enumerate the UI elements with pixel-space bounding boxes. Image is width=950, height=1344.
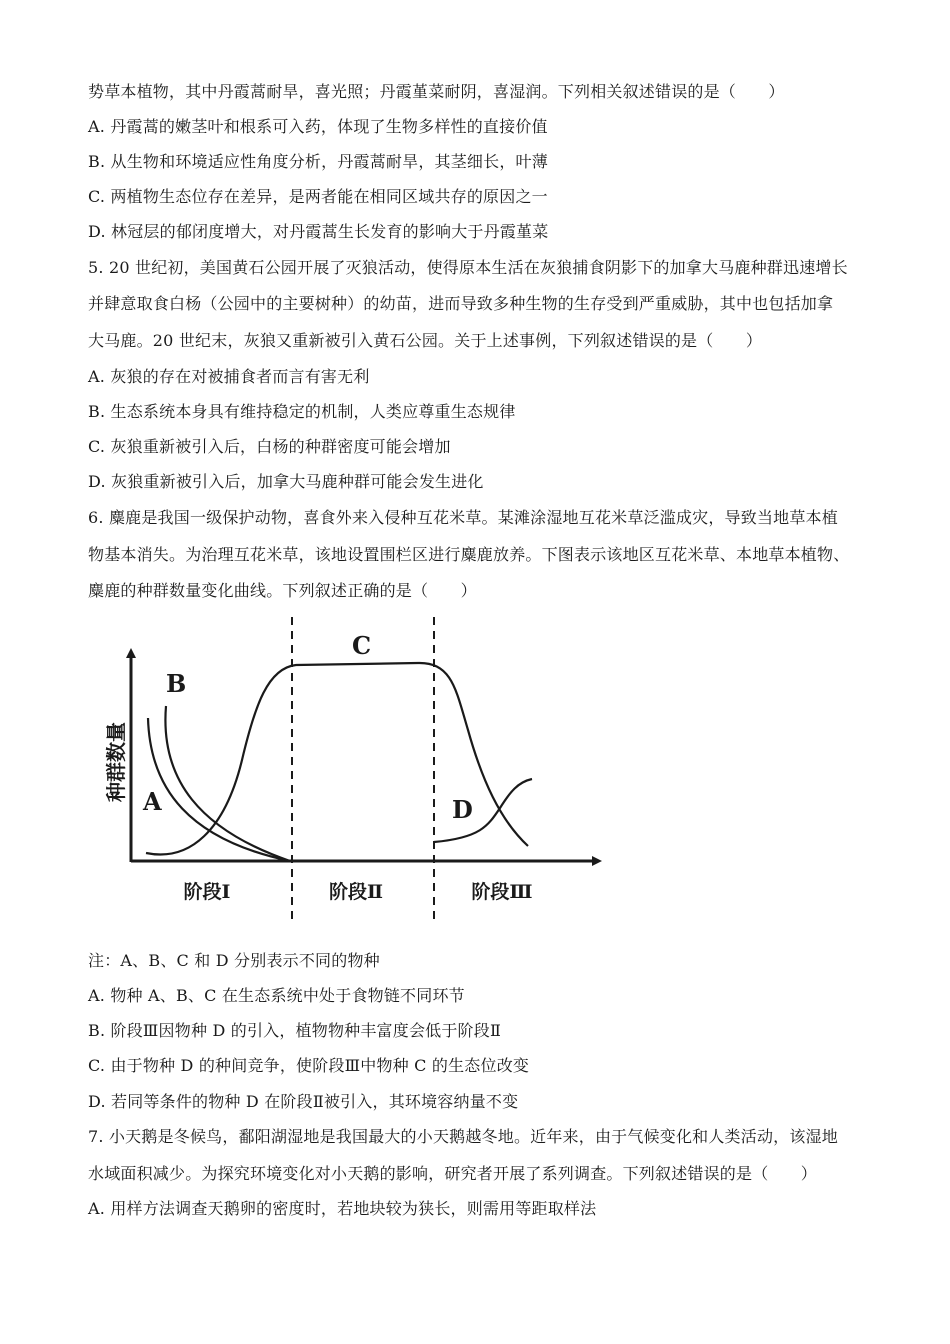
question-5-text: 并肆意取食白杨（公园中的主要树种）的幼苗，进而导致多种生物的生存受到严重威胁，其中也包括加拿	[88, 294, 834, 313]
stage-label-3: 阶段Ⅲ	[471, 881, 533, 903]
option-c: C. 由于物种 D 的种间竞争，使阶段Ⅲ中物种 C 的生态位改变	[88, 1056, 530, 1075]
text-line: 势草本植物，其中丹霞蒿耐旱，喜光照；丹霞堇菜耐阴，喜湿润。下列相关叙述错误的是（ ）	[88, 82, 785, 101]
y-axis-label: 种群数量	[104, 722, 128, 802]
option-a: A. 灰狼的存在对被捕食者而言有害无利	[88, 367, 370, 386]
option-b: B. 生态系统本身具有维持稳定的机制，人类应尊重生态规律	[88, 402, 516, 421]
stage-label-2: 阶段Ⅱ	[328, 881, 384, 903]
question-6-text: 麋鹿的种群数量变化曲线。下列叙述正确的是（ ）	[88, 581, 477, 600]
option-c: C. 灰狼重新被引入后，白杨的种群密度可能会增加	[88, 437, 451, 456]
question-5-text: 5. 20 世纪初，美国黄石公园开展了灭狼活动，使得原本生活在灰狼捕食阴影下的加拿大马鹿种群迅速增长	[88, 258, 848, 277]
question-6-text: 物基本消失。为治理互花米草，该地设置围栏区进行麋鹿放养。下图表示该地区互花米草、本地草本植物、	[88, 545, 850, 564]
option-c: C. 两植物生态位存在差异，是两者能在相同区域共存的原因之一	[88, 187, 548, 206]
curve-d	[434, 779, 532, 842]
question-7-text: 水域面积减少。为探究环境变化对小天鹅的影响，研究者开展了系列调查。下列叙述错误的是（ ）	[88, 1164, 818, 1183]
curve-a	[148, 718, 290, 861]
curve-b	[165, 706, 290, 861]
curve-label-c: C	[352, 631, 372, 660]
option-b: B. 阶段Ⅲ因物种 D 的引入，植物物种丰富度会低于阶段Ⅱ	[88, 1021, 502, 1040]
curve-label-a: A	[143, 787, 162, 816]
option-a: A. 丹霞蒿的嫩茎叶和根系可入药，体现了生物多样性的直接价值	[88, 117, 548, 136]
option-a: A. 物种 A、B、C 在生态系统中处于食物链不同环节	[88, 986, 465, 1005]
curve-label-b: B	[166, 669, 187, 698]
option-a: A. 用样方法调查天鹅卵的密度时，若地块较为狭长，则需用等距取样法	[88, 1199, 597, 1218]
question-5-text: 大马鹿。20 世纪末，灰狼又重新被引入黄石公园。关于上述事例，下列叙述错误的是（ ）	[88, 331, 763, 350]
option-b: B. 从生物和环境适应性角度分析，丹霞蒿耐旱，其茎细长，叶薄	[88, 152, 548, 171]
question-6-text: 6. 麋鹿是我国一级保护动物，喜食外来入侵种互花米草。某滩涂湿地互花米草泛滥成灾，导致当地草本植	[88, 508, 838, 527]
option-d: D. 林冠层的郁闭度增大，对丹霞蒿生长发育的影响大于丹霞堇菜	[88, 222, 549, 241]
curve-label-d: D	[452, 795, 473, 824]
figure-note: 注：A、B、C 和 D 分别表示不同的物种	[88, 951, 380, 970]
option-d: D. 灰狼重新被引入后，加拿大马鹿种群可能会发生进化	[88, 472, 484, 491]
question-7-text: 7. 小天鹅是冬候鸟，鄱阳湖湿地是我国最大的小天鹅越冬地。近年来，由于气候变化和人类活动，该湿地	[88, 1127, 838, 1146]
option-d: D. 若同等条件的物种 D 在阶段Ⅱ被引入，其环境容纳量不变	[88, 1092, 519, 1111]
stage-label-1: 阶段Ⅰ	[183, 881, 231, 903]
